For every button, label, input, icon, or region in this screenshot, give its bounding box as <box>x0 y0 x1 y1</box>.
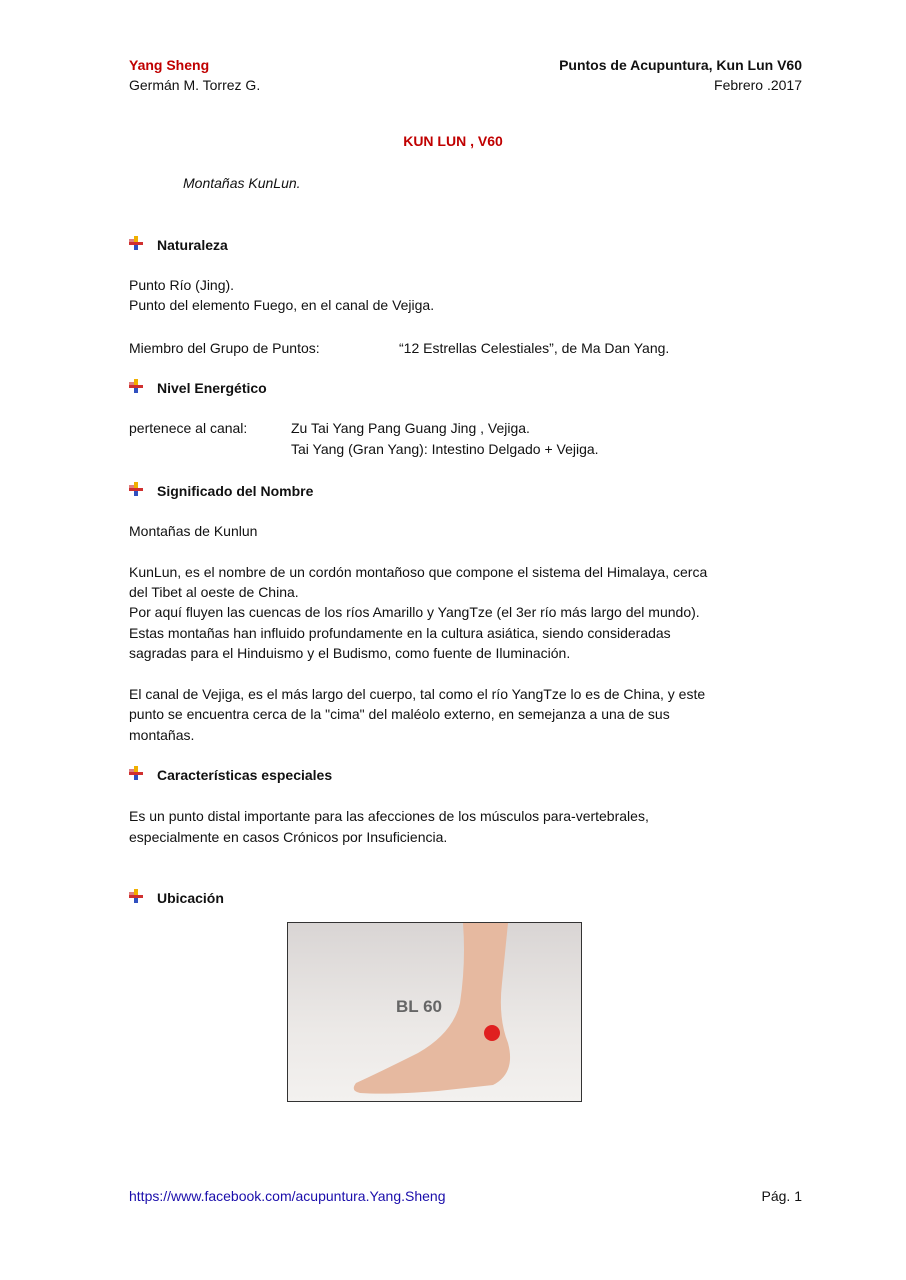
heading-nivel: Nivel Energético <box>157 380 267 396</box>
heading-significado: Significado del Nombre <box>157 483 314 499</box>
text-line: especialmente en casos Crónicos por Insuficiencia. <box>129 829 448 845</box>
heading-ubicacion: Ubicación <box>157 890 224 906</box>
header-date: Febrero .2017 <box>714 77 802 93</box>
text-line: punto se encuentra cerca de la "cima" del maléolo externo, en semejanza a una de sus <box>129 706 670 722</box>
text-line: Es un punto distal importante para las afecciones de los músculos para-vertebrales, <box>129 808 649 824</box>
acupoint-label: BL 60 <box>396 997 442 1016</box>
bullet-icon <box>129 236 143 250</box>
text-line: Montañas de Kunlun <box>129 523 258 539</box>
facebook-link[interactable]: https://www.facebook.com/acupuntura.Yang.Sheng <box>129 1188 446 1204</box>
text-line: montañas. <box>129 727 195 743</box>
bullet-icon <box>129 482 143 496</box>
text-line: sagradas para el Hinduismo y el Budismo, como fuente de Iluminación. <box>129 645 571 661</box>
text-line: KunLun, es el nombre de un cordón montañoso que compone el sistema del Himalaya, cerca <box>129 564 708 580</box>
text-line: del Tibet al oeste de China. <box>129 584 299 600</box>
group-label: Miembro del Grupo de Puntos: <box>129 340 320 356</box>
text-line: Punto Río (Jing). <box>129 277 235 293</box>
group-value: “12 Estrellas Celestiales”, de Ma Dan Yang. <box>399 340 670 356</box>
channel-label: pertenece al canal: <box>129 420 248 436</box>
heading-naturaleza: Naturaleza <box>157 237 228 253</box>
text-line: Tai Yang (Gran Yang): Intestino Delgado + Vejiga. <box>291 441 599 457</box>
header-doc-title: Puntos de Acupuntura, Kun Lun V60 <box>559 57 802 73</box>
page-number: Pág. 1 <box>761 1188 802 1204</box>
heading-caracteristicas: Características especiales <box>157 767 333 783</box>
text-line: Estas montañas han influido profundamente en la cultura asiática, siendo consideradas <box>129 625 671 641</box>
header-author: Germán M. Torrez G. <box>129 77 261 93</box>
header-brand: Yang Sheng <box>129 57 210 73</box>
bullet-icon <box>129 766 143 780</box>
text-line: Por aquí fluyen las cuencas de los ríos Amarillo y YangTze (el 3er río más largo del mundo). <box>129 604 700 620</box>
bullet-icon <box>129 379 143 393</box>
text-line: Zu Tai Yang Pang Guang Jing , Vejiga. <box>291 420 530 436</box>
text-line: El canal de Vejiga, es el más largo del cuerpo, tal como el río YangTze lo es de China, y este <box>129 686 706 702</box>
foot-acupoint-image <box>287 922 582 1102</box>
bullet-icon <box>129 889 143 903</box>
subtitle: Montañas KunLun. <box>183 175 301 191</box>
text-line: Punto del elemento Fuego, en el canal de Vejiga. <box>129 297 435 313</box>
page-title: KUN LUN , V60 <box>403 133 503 149</box>
